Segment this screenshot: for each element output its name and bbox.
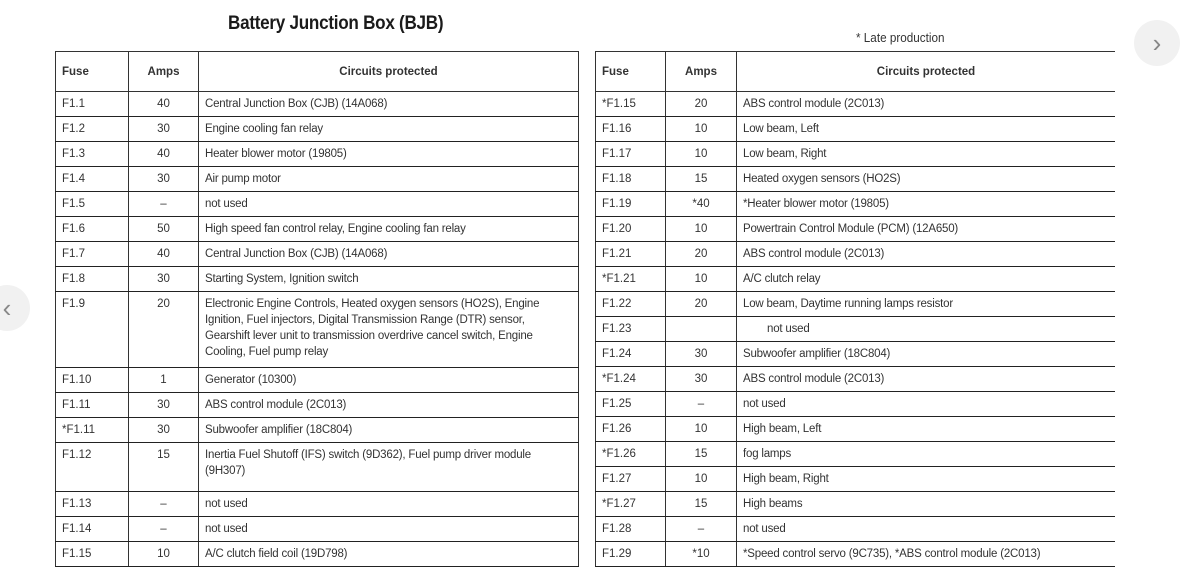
circuits-cell: Subwoofer amplifier (18C804) xyxy=(199,418,579,443)
circuits-cell: Air pump motor xyxy=(199,167,579,192)
circuits-cell: fog lamps xyxy=(737,442,1116,467)
table-row xyxy=(596,392,1116,417)
fuse-cell: F1.3 xyxy=(56,142,129,167)
table-row xyxy=(596,292,1116,317)
circuits-cell: Low beam, Daytime running lamps resistor xyxy=(737,292,1116,317)
fuse-cell: F1.4 xyxy=(56,167,129,192)
amps-cell: 20 xyxy=(129,292,199,368)
late-production-note: * Late production xyxy=(856,30,945,45)
amps-cell: 10 xyxy=(666,117,737,142)
amps-cell: 30 xyxy=(129,393,199,418)
circuits-cell: ABS control module (2C013) xyxy=(199,393,579,418)
fuse-cell: F1.21 xyxy=(596,242,666,267)
circuits-cell: Inertia Fuel Shutoff (IFS) switch (9D362), Fuel pump driver module (9H307) xyxy=(199,443,579,492)
amps-cell: 15 xyxy=(666,442,737,467)
previous-image-button[interactable] xyxy=(0,285,30,331)
amps-cell: 50 xyxy=(129,217,199,242)
amps-cell: 10 xyxy=(666,467,737,492)
fuse-cell: *F1.15 xyxy=(596,92,666,117)
header-circuits: Circuits protected xyxy=(737,52,1116,92)
table-row xyxy=(596,442,1116,467)
amps-cell: 30 xyxy=(129,167,199,192)
fuse-cell: F1.23 xyxy=(596,317,666,342)
fuse-cell: F1.2 xyxy=(56,117,129,142)
fuse-cell: F1.20 xyxy=(596,217,666,242)
amps-cell: 20 xyxy=(666,242,737,267)
table-row xyxy=(596,342,1116,367)
table-row xyxy=(56,542,579,567)
circuits-cell: not used xyxy=(737,517,1116,542)
table-row xyxy=(56,517,579,542)
fuse-cell: *F1.21 xyxy=(596,267,666,292)
amps-cell: 1 xyxy=(129,368,199,393)
chevron-left-icon: ‹ xyxy=(2,292,12,323)
table-row xyxy=(56,167,579,192)
table-row xyxy=(56,368,579,393)
amps-cell: 40 xyxy=(129,242,199,267)
table-row xyxy=(596,467,1116,492)
fuse-cell: F1.18 xyxy=(596,167,666,192)
table-row xyxy=(596,492,1116,517)
fuse-cell: F1.26 xyxy=(596,417,666,442)
table-row xyxy=(596,192,1116,217)
circuits-cell: ABS control module (2C013) xyxy=(737,367,1116,392)
amps-cell: 15 xyxy=(129,443,199,492)
circuits-cell: not used xyxy=(737,392,1116,417)
fuse-cell: F1.28 xyxy=(596,517,666,542)
amps-cell: – xyxy=(129,492,199,517)
fuse-cell: F1.13 xyxy=(56,492,129,517)
circuits-cell: *Speed control servo (9C735), *ABS control module (2C013) xyxy=(737,542,1116,567)
circuits-cell: Engine cooling fan relay xyxy=(199,117,579,142)
table-row xyxy=(56,492,579,517)
table-row xyxy=(56,242,579,267)
amps-cell: – xyxy=(129,192,199,217)
amps-cell: 10 xyxy=(129,542,199,567)
fuse-cell: F1.24 xyxy=(596,342,666,367)
fuse-table-left xyxy=(55,51,579,567)
fuse-cell: F1.1 xyxy=(56,92,129,117)
circuits-cell: ABS control module (2C013) xyxy=(737,242,1116,267)
table-row xyxy=(596,542,1116,567)
amps-cell: 30 xyxy=(129,418,199,443)
table-row xyxy=(56,117,579,142)
amps-cell: – xyxy=(666,392,737,417)
table-row xyxy=(596,367,1116,392)
header-amps: Amps xyxy=(666,52,737,92)
fuse-cell: F1.19 xyxy=(596,192,666,217)
table-row xyxy=(596,117,1116,142)
fuse-cell: F1.5 xyxy=(56,192,129,217)
table-row xyxy=(596,517,1116,542)
table-row xyxy=(56,292,579,368)
circuits-cell: Central Junction Box (CJB) (14A068) xyxy=(199,242,579,267)
fuse-cell: F1.12 xyxy=(56,443,129,492)
circuits-cell: Starting System, Ignition switch xyxy=(199,267,579,292)
fuse-cell: F1.27 xyxy=(596,467,666,492)
circuits-cell: not used xyxy=(199,517,579,542)
table-row xyxy=(56,217,579,242)
amps-cell: 10 xyxy=(666,267,737,292)
fuse-cell: F1.8 xyxy=(56,267,129,292)
circuits-cell: not used xyxy=(199,192,579,217)
table-row xyxy=(596,417,1116,442)
fuse-cell: F1.6 xyxy=(56,217,129,242)
document-title: Battery Junction Box (BJB) xyxy=(228,13,444,34)
amps-cell xyxy=(666,317,737,342)
circuits-cell: ABS control module (2C013) xyxy=(737,92,1116,117)
circuits-cell: A/C clutch field coil (19D798) xyxy=(199,542,579,567)
amps-cell: 30 xyxy=(666,367,737,392)
fuse-cell: F1.10 xyxy=(56,368,129,393)
fuse-cell: F1.7 xyxy=(56,242,129,267)
table-row xyxy=(596,242,1116,267)
fuse-cell: F1.9 xyxy=(56,292,129,368)
table-row xyxy=(596,167,1116,192)
chevron-right-icon: › xyxy=(1152,27,1162,58)
circuits-cell: High beam, Left xyxy=(737,417,1116,442)
amps-cell: 15 xyxy=(666,492,737,517)
amps-cell: – xyxy=(666,517,737,542)
fuse-cell: *F1.24 xyxy=(596,367,666,392)
amps-cell: 30 xyxy=(129,267,199,292)
table-header-row xyxy=(596,52,1116,92)
amps-cell: 10 xyxy=(666,417,737,442)
fuse-cell: F1.22 xyxy=(596,292,666,317)
amps-cell: 20 xyxy=(666,92,737,117)
amps-cell: *10 xyxy=(666,542,737,567)
fuse-cell: F1.11 xyxy=(56,393,129,418)
table-row xyxy=(56,418,579,443)
header-fuse: Fuse xyxy=(596,52,666,92)
amps-cell: 30 xyxy=(129,117,199,142)
table-row xyxy=(56,192,579,217)
fuse-cell: *F1.11 xyxy=(56,418,129,443)
table-row xyxy=(56,267,579,292)
circuits-cell: High beams xyxy=(737,492,1116,517)
table-row xyxy=(56,443,579,492)
circuits-cell: High speed fan control relay, Engine cooling fan relay xyxy=(199,217,579,242)
table-header-row xyxy=(56,52,579,92)
amps-cell: – xyxy=(129,517,199,542)
circuits-cell: Powertrain Control Module (PCM) (12A650) xyxy=(737,217,1116,242)
table-row xyxy=(596,142,1116,167)
amps-cell: 40 xyxy=(129,92,199,117)
fuse-cell: *F1.27 xyxy=(596,492,666,517)
amps-cell: 40 xyxy=(129,142,199,167)
circuits-cell: Low beam, Right xyxy=(737,142,1116,167)
circuits-cell: Subwoofer amplifier (18C804) xyxy=(737,342,1116,367)
header-circuits: Circuits protected xyxy=(199,52,579,92)
amps-cell: 10 xyxy=(666,217,737,242)
fuse-cell: F1.29 xyxy=(596,542,666,567)
fuse-table-right xyxy=(595,51,1115,567)
fuse-cell: F1.14 xyxy=(56,517,129,542)
circuits-cell: Electronic Engine Controls, Heated oxygen sensors (HO2S), Engine Ignition, Fuel injectors, Digital Transmission Range (DTR) sensor, Gearshift lever unit to transmission overdrive cancel switch, Engine Cooling, Fuel pump relay xyxy=(199,292,579,368)
header-fuse: Fuse xyxy=(56,52,129,92)
fuse-cell: F1.17 xyxy=(596,142,666,167)
amps-cell: 20 xyxy=(666,292,737,317)
fuse-cell: F1.16 xyxy=(596,117,666,142)
table-row xyxy=(56,142,579,167)
fuse-cell: F1.15 xyxy=(56,542,129,567)
amps-cell: *40 xyxy=(666,192,737,217)
fuse-cell: F1.25 xyxy=(596,392,666,417)
table-row xyxy=(596,267,1116,292)
circuits-cell: Low beam, Left xyxy=(737,117,1116,142)
table-row xyxy=(596,317,1116,342)
table-row xyxy=(56,92,579,117)
circuits-cell: High beam, Right xyxy=(737,467,1116,492)
circuits-cell: Central Junction Box (CJB) (14A068) xyxy=(199,92,579,117)
circuits-cell: Generator (10300) xyxy=(199,368,579,393)
circuits-cell: A/C clutch relay xyxy=(737,267,1116,292)
fuse-cell: *F1.26 xyxy=(596,442,666,467)
next-image-button[interactable] xyxy=(1134,20,1180,66)
table-row xyxy=(596,217,1116,242)
circuits-cell: *Heater blower motor (19805) xyxy=(737,192,1116,217)
amps-cell: 15 xyxy=(666,167,737,192)
circuits-cell: not used xyxy=(199,492,579,517)
table-row xyxy=(56,393,579,418)
circuits-cell: Heater blower motor (19805) xyxy=(199,142,579,167)
amps-cell: 30 xyxy=(666,342,737,367)
circuits-cell: Heated oxygen sensors (HO2S) xyxy=(737,167,1116,192)
circuits-cell: not used xyxy=(737,317,1116,342)
amps-cell: 10 xyxy=(666,142,737,167)
header-amps: Amps xyxy=(129,52,199,92)
table-row xyxy=(596,92,1116,117)
